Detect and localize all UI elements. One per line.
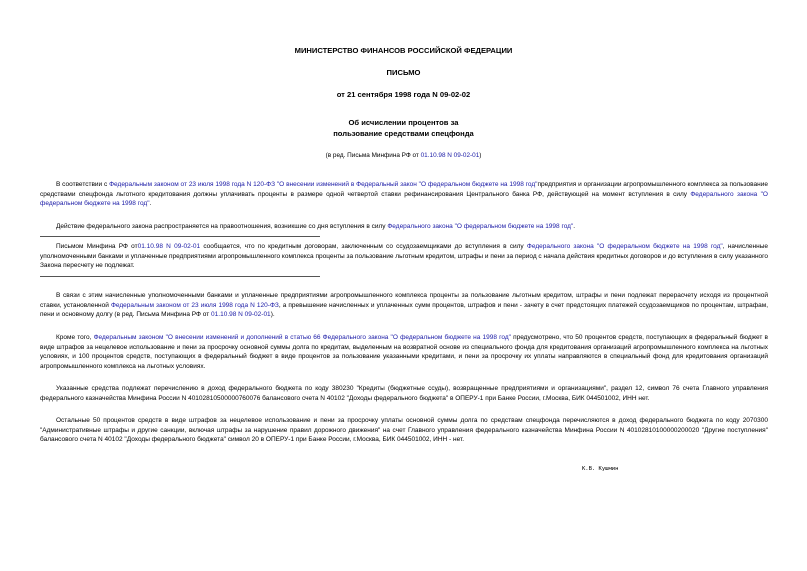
- paragraph-5: Кроме того, Федеральным законом "О внесении изменений и дополнений в статью 66 Федерального закона "О федеральном бюджете на 1998 год" предусмотрено, что 50 процентов средств, поступающих в федеральный бюджет в виде штрафов за нецелевое использование и пени за просрочку основной суммы долга по кредитам, выделенным на возвратной основе из специального фонда для кредитования организаций агропромышленного комплекса на льготных условиях, и 100 процентов средств, поступающих в федеральный бюджет в виде процентов за пользование указанными кредитами, и пени за просрочку их уплаты направляются в специальный фонд для кредитования организаций агропромышленного комплекса на льготных условиях.: [40, 334, 769, 370]
- letter-link[interactable]: 01.10.98 N 09-02-01: [137, 243, 201, 250]
- edition-note: (в ред. Письма Минфина РФ от 01.10.98 N 09-02-01): [325, 152, 482, 159]
- paragraph-2: Действие федерального закона распространяется на правоотношения, возникшие со дня вступления в силу Федерального закона "О федеральном бюджете на 1998 год".: [56, 223, 576, 230]
- paragraph-1: В соответствии с Федеральным законом от 23 июля 1998 года N 120-ФЗ "О внесении изменений в Федеральный закон "О федеральном бюджете на 1998 год"предприятия и организации агропромышленного комплекса за пользование средствами спецфонда льготного кредитования должны уплачивать проценты в размере одной четвертой ставки рефинансирования Центрального банка РФ, действующей на момент вступления в силу Федерального закона "О федеральном бюджете на 1998 год".: [40, 181, 768, 207]
- law-link[interactable]: Федеральным законом от 23 июля 1998 года N 120-ФЗ "О внесении изменений в Федеральный закон "О федеральном бюджете на 1998 год": [109, 181, 538, 188]
- paragraph-6: Указанные средства подлежат перечислению в доход федерального бюджета по коду 380230 "Кредиты (бюджетные ссуды), возвращенные предприятиями и организациями", раздел 12, символ 76 счета Главного управления федерального казначейства Минфина России N 40102810500000760076 балансового счета N 40102 "Доходы федерального бюджета" в ОПЕРУ-1 при Банке России, г.Москва, БИК 044501002, ИНН нет.: [40, 385, 768, 402]
- signature: К.В. Кушмин: [582, 466, 619, 472]
- letter-link[interactable]: 01.10.98 N 09-02-01: [211, 311, 271, 318]
- document-title-line1: Об исчислении процентов за: [348, 118, 459, 127]
- paragraph-7: Остальные 50 процентов средств в виде штрафов за нецелевое использование и пени за просрочку уплаты основной суммы долга по средствам спецфонда перечисляются в доход федерального бюджета по коду 2070300 "Административные штрафы и другие санкции, включая штрафы за нарушение правил дорожного движения" на счет Главного управления федерального казначейства Минфина России N 40102810100000200020 "Другие поступления" балансового счета N 40102 "Доходы федерального бюджета" символ 20 в ОПЕРУ-1 при Банке России, г.Москва, БИК 044501002, ИНН - нет.: [40, 417, 768, 443]
- divider: [40, 276, 320, 277]
- budget-law-link[interactable]: Федерального закона "О федеральном бюджете на 1998 год": [40, 190, 768, 207]
- law-link[interactable]: Федеральным законом от 23 июля 1998 года N 120-ФЗ: [110, 301, 279, 309]
- edition-link[interactable]: 01.10.98 N 09-02-01: [420, 152, 480, 159]
- paragraph-4: В связи с этим начисленные уполномоченными банками и уплаченные предприятиями агропромышленного комплекса проценты за пользование льготным кредитом, штрафы и пени подлежат перерасчету исходя из процентной ставки, установленной Федеральным законом от 23 июля 1998 года N 120-ФЗ, а превышение начисленных и уплаченных сумм процентов, штрафов и пени - зачету в счет предстоящих платежей ссудозаемщиков по процентам, штрафам, пени и основному долгу (в ред. Письма Минфина РФ от 01.10.98 N 09-02-01).: [40, 292, 769, 318]
- budget-law-link[interactable]: Федерального закона "О федеральном бюджете на 1998 год": [387, 223, 574, 230]
- ministry-heading: МИНИСТЕРСТВО ФИНАНСОВ РОССИЙСКОЙ ФЕДЕРАЦИИ: [294, 46, 513, 55]
- budget-law-link[interactable]: Федерального закона "О федеральном бюджете на 1998 год": [526, 243, 723, 250]
- document-type: ПИСЬМО: [386, 68, 421, 77]
- paragraph-3: Письмом Минфина РФ от01.10.98 N 09-02-01 сообщается, что по кредитным договорам, заключенным со ссудозаемщиками до вступления в силу Федерального закона "О федеральном бюджете на 1998 год", начисленные уполномоченными банками и уплаченные предприятиями агропромышленного комплекса проценты за пользование льготным кредитом, штрафы и пени за период с начала действия кредитных договоров и до вступления в силу указанного Закона пересчету не подлежат.: [40, 243, 768, 269]
- amendment-law-link[interactable]: Федеральным законом "О внесении изменений и дополнений в статью 66 Федерального закона "О федеральном бюджете на 1998 год": [93, 334, 511, 341]
- divider: [40, 236, 320, 237]
- document-title-line2: пользование средствами спецфонда: [333, 129, 474, 138]
- document-date-number: от 21 сентября 1998 года N 09-02-02: [336, 90, 471, 99]
